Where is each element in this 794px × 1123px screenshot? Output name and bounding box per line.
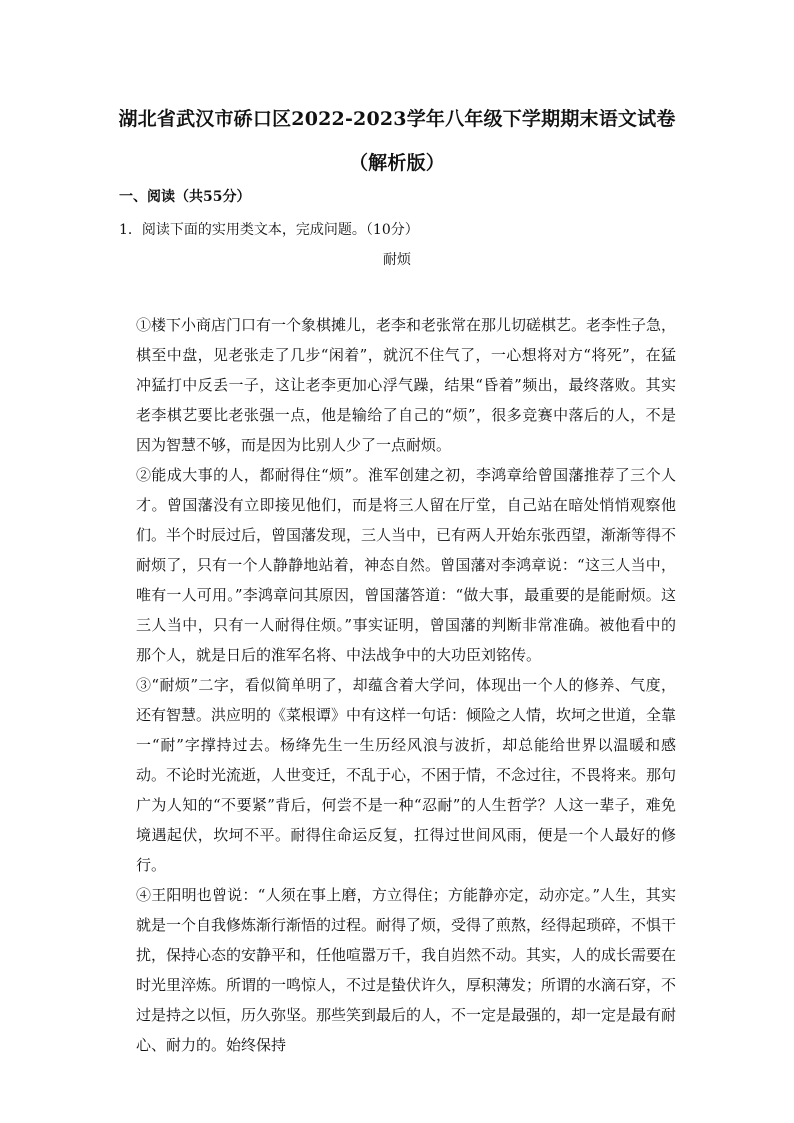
document-subtitle: （解析版） — [348, 152, 445, 174]
document-title: 湖北省武汉市硚口区2022-2023学年八年级下学期期末语文试卷 — [118, 108, 676, 130]
paragraph: ①楼下小商店门口有一个象棋摊儿，老李和老张常在那儿切磋棋艺。老李性子急，棋至中盘，见老张走了几步“闲着”，就沉不住气了，一心想将对方“将死”，在猛冲猛打中反丢一子，这让老李更加心浮气躁，结果“昏着”频出，最终落败。其实老李棋艺要比老张强一点，他是输给了自己的“烦”，很多竞赛中落后的人，不是因为智慧不够，而是因为比别人少了一点耐烦。 — [136, 316, 677, 454]
paragraph: ④王阳明也曾说：“人须在事上磨，方立得住；方能静亦定，动亦定。”人生，其实就是一个自我修炼渐行渐悟的过程。耐得了烦，受得了煎熬，经得起琐碎，不惧干扰，保持心态的安静平和，任他喧嚣万千，我自岿然不动。其实，人的成长需要在时光里淬炼。所谓的一鸣惊人，不过是蛰伏许久，厚积薄发；所谓的水滴石穿，不过是持之以恒，历久弥坚。那些笑到最后的人，不一定是最强的，却一定是最有耐心、耐力的。始终保持 — [136, 886, 677, 1054]
article-title: 耐烦 — [383, 252, 411, 268]
article-body — [136, 310, 676, 1060]
paragraph: ②能成大事的人，都耐得住“烦”。淮军创建之初，李鸿章给曾国藩推荐了三个人才。曾国藩没有立即接见他们，而是将三人留在厅堂，自己站在暗处悄悄观察他们。半个时辰过后，曾国藩发现，三人当中，已有两人开始东张西望，渐渐等得不耐烦了，只有一个人静静地站着，神态自然。曾国藩对李鸿章说：“这三人当中，唯有一人可用。”李鸿章问其原因，曾国藩答道：“做大事，最重要的是能耐烦。这三人当中，只有一人耐得住烦。”事实证明，曾国藩的判断非常准确。被他看中的那个人，就是日后的淮军名将、中法战争中的大功臣刘铭传。 — [136, 466, 677, 664]
question-prompt: 1．阅读下面的实用类文本，完成问题。（10分） — [119, 222, 419, 238]
section-heading: 一、阅读（共55分） — [119, 189, 251, 205]
paragraph: ③“耐烦”二字，看似简单明了，却蕴含着大学问，体现出一个人的修养、气度，还有智慧。洪应明的《菜根谭》中有这样一句话：倾险之人情，坎坷之世道，全靠一“耐”字撑持过去。杨绛先生一生历经风浪与波折，却总能给世界以温暖和感动。不论时光流逝，人世变迁，不乱于心，不困于情，不念过往，不畏将来。那句广为人知的“不要紧”背后，何尝不是一种“忍耐”的人生哲学？人这一辈子，难免境遇起伏，坎坷不平。耐得住命运反复，扛得过世间风雨，便是一个人最好的修行。 — [136, 676, 677, 874]
